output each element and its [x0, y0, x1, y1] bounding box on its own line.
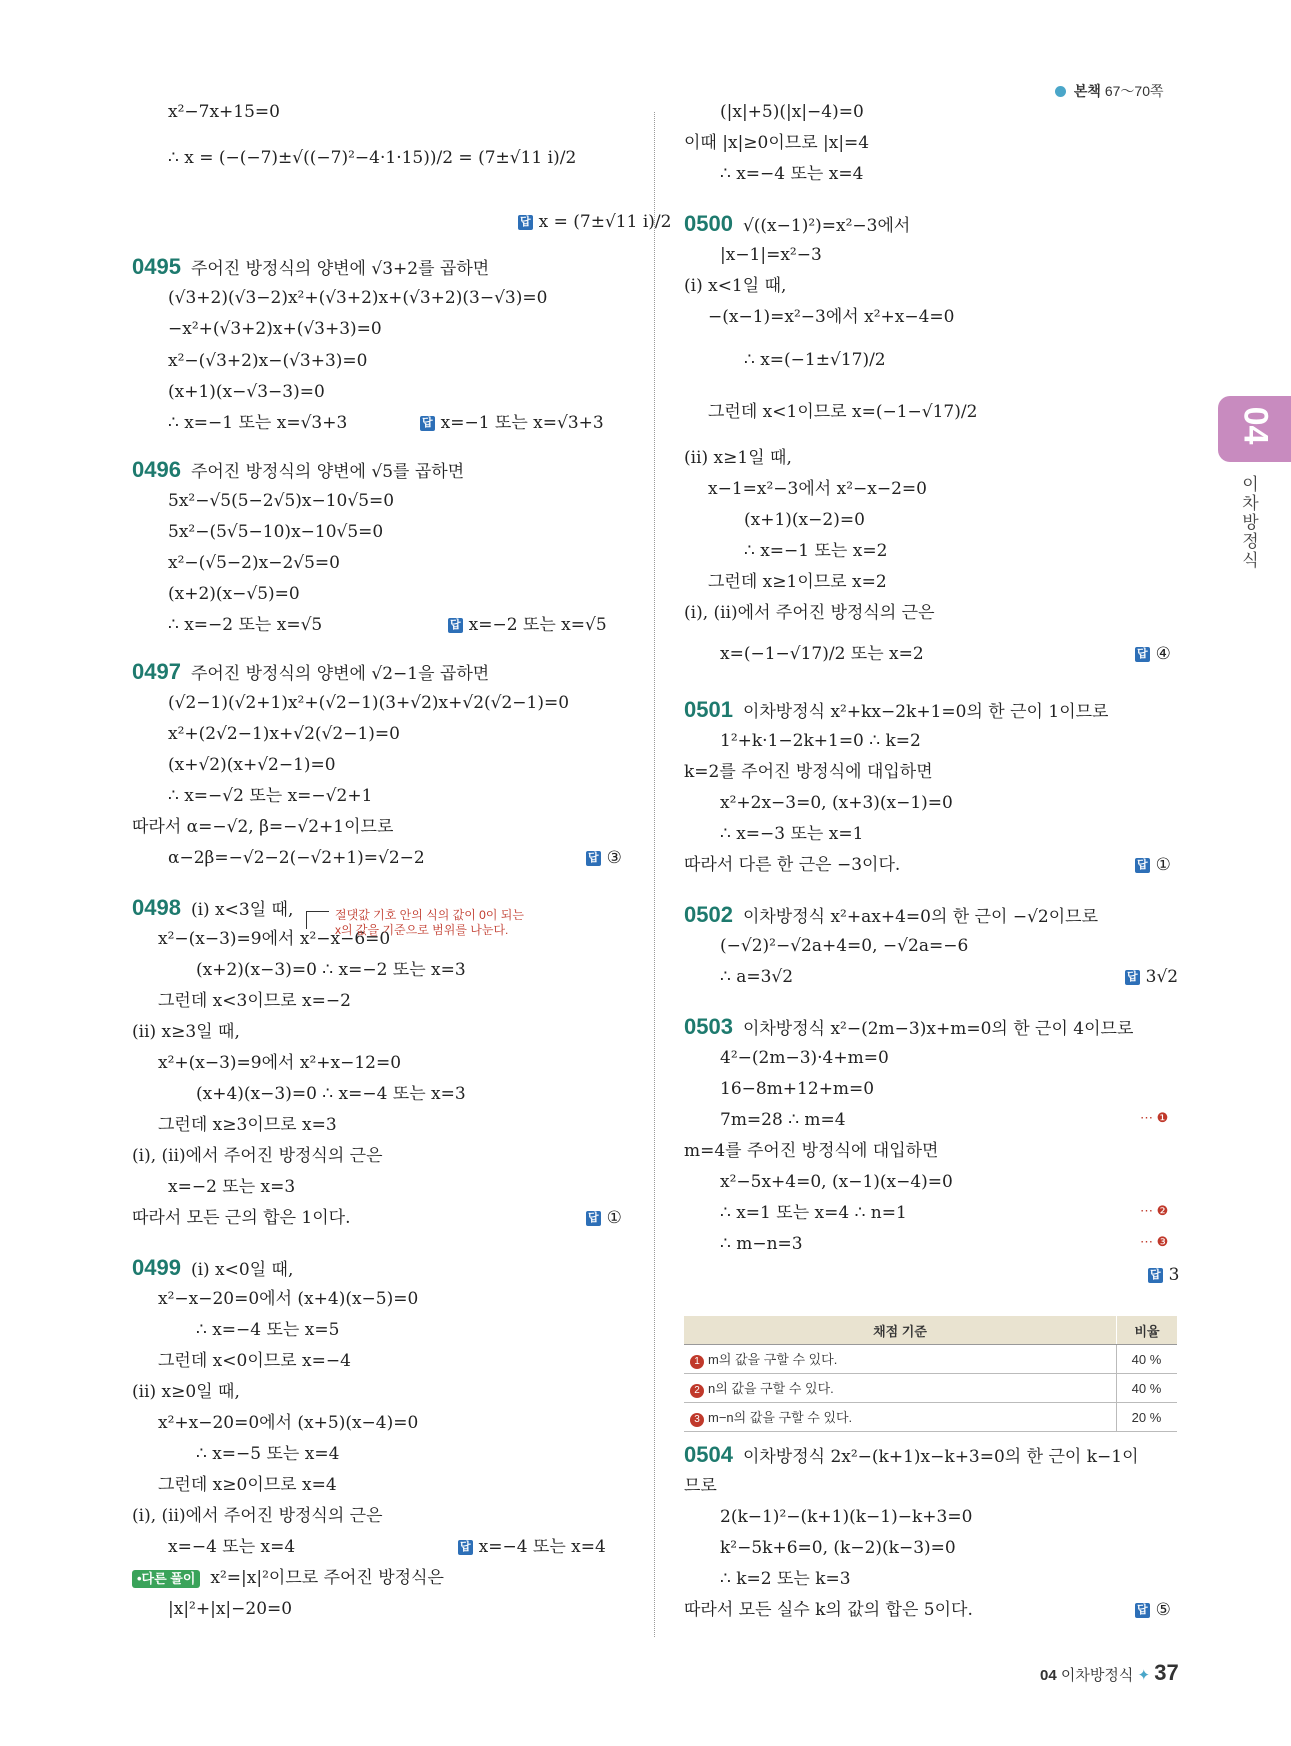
solution-line: [684, 760, 933, 784]
solution-line: [158, 1051, 401, 1075]
step-number-icon: 1: [690, 1355, 704, 1369]
solution-line: [132, 815, 393, 839]
line-text: (x+2)(x−3)=0 ∴ x=−2 또는 x=3: [196, 960, 466, 980]
line-text: x=−2 또는 x=√5: [468, 615, 607, 635]
solution-line: [158, 1411, 418, 1435]
solution-line: [132, 1206, 350, 1230]
line-text: (x+√2)(x+√2−1)=0: [168, 755, 336, 775]
line-text: (ⅱ) x≥0일 때,: [132, 1382, 240, 1402]
line-text: x²+x−20=0에서 (x+5)(x−4)=0: [158, 1413, 419, 1433]
line-text: x−1=x²−3에서 x²−x−2=0: [708, 479, 927, 499]
line-text: 1²+k·1−2k+1=0 ∴ k=2: [720, 731, 921, 751]
solution-line: [744, 539, 887, 563]
solution-line: [168, 489, 394, 513]
grading-ratio: 40 %: [1117, 1374, 1178, 1403]
solution-line: [708, 400, 977, 424]
solution-line: [720, 1170, 953, 1194]
answer-badge-icon: 답: [1150, 1269, 1161, 1281]
line-text: (ⅰ), (ⅱ)에서 주어진 방정식의 근은: [684, 603, 935, 623]
line-text: 따라서 α=−√2, β=−√2+1이므로: [132, 817, 394, 837]
line-text: ④: [1155, 644, 1171, 664]
line-text: 2(k−1)²−(k+1)(k−1)−k+3=0: [720, 1507, 973, 1527]
line-text: 따라서 모든 실수 k의 값의 합은 5이다.: [684, 1600, 973, 1620]
solution-line: [720, 1201, 907, 1225]
answer: [458, 1535, 606, 1559]
line-text: 주어진 방정식의 양변에 √3+2를 곱하면: [190, 259, 490, 279]
line-text: (|x|+5)(|x|−4)=0: [720, 102, 864, 122]
solution-line: [720, 642, 924, 666]
solution-line: [684, 1598, 973, 1622]
solution-line: [684, 446, 792, 470]
answer-badge-icon: 답: [450, 619, 461, 631]
line-text: 이차방정식 x²−(2m−3)x+m=0의 한 근이 4이므로: [742, 1019, 1134, 1039]
line-text: 7m=28 ∴ m=4: [720, 1110, 846, 1130]
line-text: 그런데 x≥1이므로 x=2: [708, 572, 887, 592]
problem-number: 0503: [684, 1014, 733, 1039]
solution-line: [158, 989, 351, 1013]
line-text: x=−4 또는 x=4: [478, 1537, 606, 1557]
footer-diamond-icon: ✦: [1137, 1667, 1151, 1684]
note-line: x의 값을 기준으로 범위를 나눈다.: [335, 923, 509, 937]
solution-line: [720, 1232, 803, 1256]
line-text: x²−(√3+2)x−(√3+3)=0: [168, 351, 368, 371]
solution-line: [168, 784, 372, 808]
line-text: 주어진 방정식의 양변에 √5를 곱하면: [190, 462, 465, 482]
line-text: 이차방정식 x²+ax+4=0의 한 근이 −√2이므로: [742, 907, 1099, 927]
step-number-icon: 3: [690, 1413, 704, 1427]
answer: [420, 411, 604, 435]
grading-criterion: 3 m−n의 값을 구할 수 있다.: [684, 1403, 1117, 1432]
line-text: (−√2)²−√2a+4=0, −√2a=−6: [720, 936, 969, 956]
solution-line: [168, 1535, 295, 1559]
line-text: x=−2 또는 x=3: [168, 1177, 296, 1197]
line-text: 그런데 x<0이므로 x=−4: [158, 1351, 351, 1371]
solution-line: [168, 286, 547, 310]
answer-badge-icon: 답: [460, 1541, 471, 1553]
solution-line: [168, 753, 336, 777]
problem-line: [684, 1015, 1133, 1041]
solution-line: [168, 722, 400, 746]
solution-line: [132, 1566, 444, 1590]
line-text: ∴ x=−1 또는 x=2: [744, 541, 888, 561]
grading-criterion: 1 m의 값을 구할 수 있다.: [684, 1345, 1117, 1374]
solution-line: [168, 846, 425, 870]
header-book: 본책: [1073, 83, 1101, 99]
note-line: 절댓값 기호 안의 식의 값이 0이 되는: [335, 908, 524, 922]
table-row: [684, 1345, 1177, 1374]
solution-line: [720, 162, 863, 186]
footer-chapter: 04: [1040, 1667, 1057, 1684]
solution-line: [168, 349, 367, 373]
page-number: 37: [1154, 1660, 1179, 1685]
solution-line: [158, 1349, 351, 1373]
solution-line: [196, 1318, 339, 1342]
grading-table: [684, 1316, 1177, 1432]
solution-line: [168, 551, 340, 575]
answer-badge-icon: 답: [1127, 971, 1138, 983]
line-text: |x−1|=x²−3: [720, 245, 822, 265]
answer: [586, 846, 622, 870]
line-text: (ⅱ) x≥1일 때,: [684, 448, 792, 468]
line-text: x²+(x−3)=9에서 x²+x−12=0: [158, 1053, 402, 1073]
table-row: [684, 1374, 1177, 1403]
line-text: ⑤: [1155, 1600, 1171, 1620]
line-text: ∴ x=−2 또는 x=√5: [168, 615, 323, 635]
line-text: (√2−1)(√2+1)x²+(√2−1)(3+√2)x+√2(√2−1)=0: [168, 693, 570, 713]
problem-line: [684, 903, 1098, 929]
problem-number: 0500: [684, 211, 733, 236]
line-text: 그런데 x≥0이므로 x=4: [158, 1475, 337, 1495]
line-text: (x+1)(x−2)=0: [744, 510, 865, 530]
line-text: x²+(2√2−1)x+√2(√2−1)=0: [168, 724, 400, 744]
line-text: x²−(x−3)=9에서 x²−x−6=0: [158, 929, 391, 949]
grading-ratio: 20 %: [1117, 1403, 1178, 1432]
answer-badge-icon: 답: [422, 417, 433, 429]
line-text: ∴ x=−4 또는 x=5: [196, 1320, 340, 1340]
table-row: [684, 1403, 1177, 1432]
problem-line: [684, 212, 910, 238]
solution-line: [196, 1442, 339, 1466]
line-text: 4²−(2m−3)·4+m=0: [720, 1048, 889, 1068]
solution-line: [684, 601, 935, 625]
solution-line: [168, 411, 347, 435]
solution-line: [132, 1144, 383, 1168]
solution-line: [720, 1077, 874, 1101]
answer: [586, 1206, 622, 1230]
alt-solution-badge: •다른 풀이: [132, 1570, 200, 1588]
answer: [1135, 853, 1171, 877]
solution-line: [720, 243, 822, 267]
line-text: (x+1)(x−√3−3)=0: [168, 382, 325, 402]
problem-number: 0504: [684, 1442, 733, 1467]
solution-line: [720, 729, 921, 753]
grading-ratio: 40 %: [1117, 1345, 1178, 1374]
answer-badge-icon: 답: [588, 1212, 599, 1224]
chapter-tab-number: 04: [1236, 406, 1275, 445]
line-text: −x²+(√3+2)x+(√3+3)=0: [168, 319, 382, 339]
solution-line: [720, 100, 864, 124]
answer-badge-icon: 답: [1137, 859, 1148, 871]
line-text: ①: [1155, 855, 1171, 875]
line-text: 이때 |x|≥0이므로 |x|=4: [684, 133, 870, 153]
solution-line: [168, 1175, 295, 1199]
problem-line: [132, 1256, 293, 1282]
line-text: (x+4)(x−3)=0 ∴ x=−4 또는 x=3: [196, 1084, 466, 1104]
problem-line: [132, 458, 464, 484]
solution-line: [168, 582, 300, 606]
solution-line: [684, 1474, 717, 1498]
line-text: 따라서 다른 한 근은 −3이다.: [684, 855, 901, 875]
solution-line: [720, 791, 953, 815]
problem-number: 0501: [684, 697, 733, 722]
solution-line: [744, 508, 865, 532]
line-text: 주어진 방정식의 양변에 √2−1을 곱하면: [190, 664, 490, 684]
problem-number: 0499: [132, 1255, 181, 1280]
line-text: 그런데 x<3이므로 x=−2: [158, 991, 351, 1011]
chapter-tab: [1218, 396, 1291, 462]
answer: [1135, 642, 1171, 666]
answer: [1148, 1263, 1179, 1287]
problem-line: [684, 1443, 1139, 1469]
solution-line: [168, 1597, 292, 1621]
solution-line: [168, 146, 576, 170]
line-text: x²−x−20=0에서 (x+4)(x−5)=0: [158, 1289, 419, 1309]
line-text: ③: [606, 848, 622, 868]
line-text: (√3+2)(√3−2)x²+(√3+2)x+(√3+2)(3−√3)=0: [168, 288, 548, 308]
solution-line: [196, 958, 466, 982]
line-text: k²−5k+6=0, (k−2)(k−3)=0: [720, 1538, 956, 1558]
line-text: (ⅰ), (ⅱ)에서 주어진 방정식의 근은: [132, 1506, 383, 1526]
solution-line: [158, 1113, 337, 1137]
line-text: 16−8m+12+m=0: [720, 1079, 875, 1099]
solution-line: [684, 853, 900, 877]
grading-header-ratio: 비율: [1117, 1316, 1178, 1345]
line-text: x=−4 또는 x=4: [168, 1537, 296, 1557]
line-text: ∴ x=(−1±√17)/2: [744, 350, 886, 370]
line-text: |x|²+|x|−20=0: [168, 1599, 293, 1619]
answer: [1135, 1598, 1171, 1622]
line-text: (x+2)(x−√5)=0: [168, 584, 300, 604]
line-text: x=−1 또는 x=√3+3: [440, 413, 604, 433]
problem-line: [132, 896, 293, 922]
answer: [448, 613, 607, 637]
line-text: ∴ k=2 또는 k=3: [720, 1569, 851, 1589]
solution-line: [168, 317, 382, 341]
line-text: (ⅰ) x<3일 때,: [190, 900, 294, 920]
line-text: m=4를 주어진 방정식에 대입하면: [684, 1141, 939, 1161]
problem-line: [132, 660, 489, 686]
solution-line: [720, 965, 793, 989]
solution-line: [684, 131, 869, 155]
step-marker: ⋯ ❶: [1140, 1110, 1169, 1125]
line-text: x²−5x+4=0, (x−1)(x−4)=0: [720, 1172, 953, 1192]
line-text: (ⅰ) x<1일 때,: [684, 276, 787, 296]
line-text: ①: [606, 1208, 622, 1228]
line-text: 3: [1168, 1265, 1180, 1285]
column-divider: [654, 112, 655, 1637]
answer-badge-icon: 답: [1137, 648, 1148, 660]
problem-number: 0497: [132, 659, 181, 684]
line-text: ∴ x=−3 또는 x=1: [720, 824, 864, 844]
line-text: ∴ x=−5 또는 x=4: [196, 1444, 340, 1464]
answer: [1125, 965, 1178, 989]
line-text: (ⅱ) x≥3일 때,: [132, 1022, 240, 1042]
note-box: [335, 908, 524, 938]
page-header: [1055, 81, 1164, 101]
answer: [518, 210, 671, 234]
line-text: 므로: [684, 1476, 717, 1496]
step-marker: ⋯ ❷: [1140, 1203, 1169, 1218]
line-text: 그런데 x≥3이므로 x=3: [158, 1115, 337, 1135]
solution-line: [158, 1473, 337, 1497]
line-text: 이차방정식 2x²−(k+1)x−k+3=0의 한 근이 k−1이: [742, 1447, 1139, 1467]
line-text: ∴ x=−4 또는 x=4: [720, 164, 864, 184]
solution-line: [720, 1505, 972, 1529]
problem-number: 0502: [684, 902, 733, 927]
line-text: 3√2: [1145, 967, 1179, 987]
line-text: x=(−1−√17)/2 또는 x=2: [720, 644, 924, 664]
solution-line: [132, 1380, 240, 1404]
solution-line: [720, 1046, 889, 1070]
problem-number: 0495: [132, 254, 181, 279]
line-text: α−2β=−√2−2(−√2+1)=√2−2: [168, 848, 425, 868]
line-text: (ⅰ), (ⅱ)에서 주어진 방정식의 근은: [132, 1146, 383, 1166]
solution-line: [684, 1139, 938, 1163]
solution-line: [168, 380, 325, 404]
answer-badge-icon: 답: [588, 852, 599, 864]
solution-line: [684, 274, 786, 298]
line-text: √((x−1)²)=x²−3에서: [742, 216, 911, 236]
solution-line: [132, 1020, 240, 1044]
chapter-tab-title: 이차방정식: [1239, 475, 1258, 570]
line-text: 따라서 모든 근의 합은 1이다.: [132, 1208, 351, 1228]
solution-line: [168, 100, 280, 124]
line-text: k=2를 주어진 방정식에 대입하면: [684, 762, 933, 782]
note-bracket: [306, 911, 329, 929]
problem-line: [132, 255, 489, 281]
line-text: 5x²−(5√5−10)x−10√5=0: [168, 522, 384, 542]
line-text: x²=|x|²이므로 주어진 방정식은: [210, 1568, 444, 1588]
solution-line: [708, 305, 954, 329]
problem-number: 0496: [132, 457, 181, 482]
solution-line: [708, 477, 927, 501]
line-text: ∴ m−n=3: [720, 1234, 803, 1254]
footer-title: 이차방정식: [1060, 1667, 1134, 1684]
header-pages: 67〜70쪽: [1104, 83, 1164, 99]
step-number-icon: 2: [690, 1384, 704, 1398]
line-text: x = (7±√11 i)/2: [538, 212, 672, 232]
bullet-icon: [1055, 86, 1066, 97]
step-marker: ⋯ ❸: [1140, 1234, 1169, 1249]
solution-line: [720, 1567, 851, 1591]
solution-line: [168, 520, 383, 544]
line-text: ∴ x=1 또는 x=4 ∴ n=1: [720, 1203, 907, 1223]
line-text: x²+2x−3=0, (x+3)(x−1)=0: [720, 793, 953, 813]
line-text: 이차방정식 x²+kx−2k+1=0의 한 근이 1이므로: [742, 702, 1109, 722]
solution-line: [720, 822, 863, 846]
solution-line: [158, 1287, 418, 1311]
problem-number: 0498: [132, 895, 181, 920]
answer-badge-icon: 답: [1137, 1604, 1148, 1616]
problem-line: [684, 698, 1108, 724]
line-text: x²−7x+15=0: [168, 102, 280, 122]
solution-line: [744, 348, 886, 372]
answer-badge-icon: 답: [520, 216, 531, 228]
solution-line: [708, 570, 887, 594]
solution-line: [720, 1108, 846, 1132]
grading-criterion: 2 n의 값을 구할 수 있다.: [684, 1374, 1117, 1403]
solution-line: [196, 1082, 466, 1106]
solution-line: [132, 1504, 383, 1528]
line-text: ∴ x=−1 또는 x=√3+3: [168, 413, 348, 433]
line-text: x²−(√5−2)x−2√5=0: [168, 553, 340, 573]
line-text: ∴ x = (−(−7)±√((−7)²−4·1·15))/2 = (7±√11 i)/2: [168, 148, 577, 168]
line-text: (ⅰ) x<0일 때,: [190, 1260, 294, 1280]
line-text: ∴ x=−√2 또는 x=−√2+1: [168, 786, 373, 806]
solution-line: [168, 613, 322, 637]
line-text: ∴ a=3√2: [720, 967, 794, 987]
solution-line: [720, 1536, 956, 1560]
solution-line: [168, 691, 569, 715]
line-text: 그런데 x<1이므로 x=(−1−√17)/2: [708, 402, 978, 422]
grading-header-criteria: 채점 기준: [684, 1316, 1117, 1345]
line-text: 5x²−√5(5−2√5)x−10√5=0: [168, 491, 395, 511]
line-text: −(x−1)=x²−3에서 x²+x−4=0: [708, 307, 955, 327]
solution-line: [720, 934, 968, 958]
page-footer: [1040, 1660, 1179, 1686]
